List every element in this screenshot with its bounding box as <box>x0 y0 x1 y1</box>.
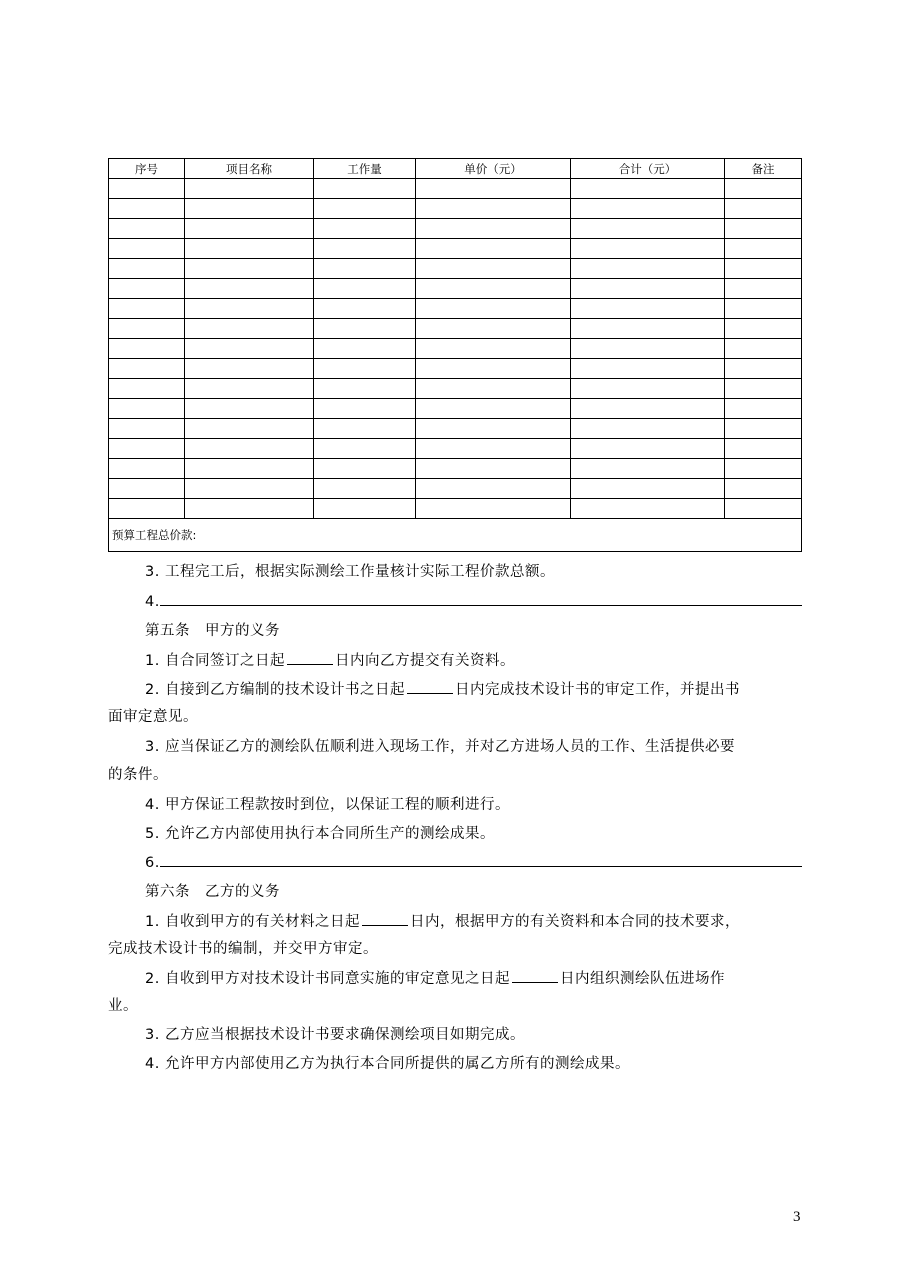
table-cell <box>109 339 185 359</box>
table-cell <box>314 299 416 319</box>
table-cell <box>109 379 185 399</box>
table-cell <box>725 219 802 239</box>
table-cell <box>416 239 571 259</box>
table-cell <box>314 419 416 439</box>
clause-6-1-cont: 完成技术设计书的编制，并交甲方审定。 <box>108 941 378 957</box>
table-cell <box>416 339 571 359</box>
table-cell <box>314 459 416 479</box>
table-cell <box>571 339 725 359</box>
table-cell <box>314 279 416 299</box>
table-cell <box>416 499 571 519</box>
table-row <box>109 439 802 459</box>
clause-4-4 <box>108 589 802 615</box>
table-header-row <box>109 159 802 179</box>
table-cell <box>725 499 802 519</box>
table-cell <box>725 419 802 439</box>
table-cell <box>571 219 725 239</box>
table-cell <box>185 419 314 439</box>
table-row <box>109 359 802 379</box>
table-cell <box>185 339 314 359</box>
table-row <box>109 259 802 279</box>
table-cell <box>725 259 802 279</box>
table-cell <box>314 239 416 259</box>
clause-5-3: 3. 应当保证乙方的测绘队伍顺利进入现场工作，并对乙方进场人员的工作、生活提供必要 <box>145 739 735 755</box>
article-6-title: 第六条 乙方的义务 <box>145 884 280 900</box>
table-cell <box>109 479 185 499</box>
header-remarks: 备注 <box>725 159 802 179</box>
clause-6-4: 4. 允许甲方内部使用乙方为执行本合同所提供的属乙方所有的测绘成果。 <box>145 1056 630 1072</box>
table-cell <box>416 279 571 299</box>
table-cell <box>109 239 185 259</box>
table-cell <box>571 299 725 319</box>
table-cell <box>725 299 802 319</box>
header-item-name: 项目名称 <box>185 159 314 179</box>
blank-days <box>362 909 408 926</box>
table-cell <box>109 399 185 419</box>
table-cell <box>185 399 314 419</box>
table-cell <box>314 379 416 399</box>
table-cell <box>185 259 314 279</box>
table-cell <box>571 199 725 219</box>
table-cell <box>416 419 571 439</box>
table-row <box>109 479 802 499</box>
fill-line <box>160 850 802 867</box>
table-cell <box>185 499 314 519</box>
header-serial: 序号 <box>109 159 185 179</box>
table-cell <box>109 219 185 239</box>
table-cell <box>109 179 185 199</box>
table-cell <box>571 359 725 379</box>
article-5-title: 第五条 甲方的义务 <box>145 623 280 639</box>
table-row <box>109 379 802 399</box>
table-cell <box>185 179 314 199</box>
clause-6-2: 2. 自收到甲方对技术设计书同意实施的审定意见之日起 日内组织测绘队伍进场作 <box>108 966 802 992</box>
table-cell <box>314 499 416 519</box>
table-cell <box>185 459 314 479</box>
table-cell <box>725 479 802 499</box>
clause-5-6-label: 6. <box>145 855 160 871</box>
table-cell <box>314 479 416 499</box>
table-cell <box>109 319 185 339</box>
table-cell <box>109 419 185 439</box>
table-cell <box>109 499 185 519</box>
table-cell <box>185 479 314 499</box>
table-cell <box>571 479 725 499</box>
total-price-label: 预算工程总价款: <box>109 519 802 552</box>
table-cell <box>314 359 416 379</box>
table-cell <box>571 439 725 459</box>
table-cell <box>725 239 802 259</box>
clause-6-1: 1. 自收到甲方的有关材料之日起 日内，根据甲方的有关资料和本合同的技术要求， <box>108 909 802 935</box>
table-cell <box>109 199 185 219</box>
table-cell <box>314 319 416 339</box>
table-cell <box>416 299 571 319</box>
table-cell <box>185 319 314 339</box>
table-cell <box>725 179 802 199</box>
blank-days <box>407 677 453 694</box>
clause-5-5: 5. 允许乙方内部使用执行本合同所生产的测绘成果。 <box>145 826 495 842</box>
table-cell <box>725 199 802 219</box>
table-cell <box>109 299 185 319</box>
fill-line <box>160 589 802 606</box>
total-row <box>109 519 802 552</box>
table-cell <box>725 339 802 359</box>
table-cell <box>109 279 185 299</box>
blank-days <box>287 648 333 665</box>
table-row <box>109 399 802 419</box>
table-cell <box>185 359 314 379</box>
header-workload: 工作量 <box>314 159 416 179</box>
table-cell <box>185 379 314 399</box>
table-cell <box>185 439 314 459</box>
table-cell <box>416 179 571 199</box>
table-cell <box>571 279 725 299</box>
table-cell <box>185 299 314 319</box>
header-unit-price: 单价（元） <box>416 159 571 179</box>
blank-days <box>512 966 558 983</box>
table-cell <box>109 359 185 379</box>
table-cell <box>314 219 416 239</box>
table-cell <box>725 379 802 399</box>
table-row <box>109 339 802 359</box>
table-row <box>109 199 802 219</box>
table-cell <box>725 439 802 459</box>
table-cell <box>725 459 802 479</box>
table-cell <box>109 459 185 479</box>
clause-5-4: 4. 甲方保证工程款按时到位，以保证工程的顺利进行。 <box>145 797 510 813</box>
clause-5-3-cont: 的条件。 <box>108 767 168 783</box>
table-cell <box>416 199 571 219</box>
table-cell <box>109 259 185 279</box>
table-cell <box>416 259 571 279</box>
table-row <box>109 419 802 439</box>
table-cell <box>109 439 185 459</box>
clause-5-2-cont: 面审定意见。 <box>108 709 198 725</box>
clause-6-2-cont: 业。 <box>108 998 138 1014</box>
table-cell <box>314 339 416 359</box>
table-cell <box>416 219 571 239</box>
page-number: 3 <box>793 1209 801 1225</box>
table-cell <box>416 439 571 459</box>
table-cell <box>416 319 571 339</box>
table-cell <box>571 179 725 199</box>
table-cell <box>416 359 571 379</box>
table-cell <box>314 179 416 199</box>
table-cell <box>571 379 725 399</box>
table-cell <box>416 379 571 399</box>
table-row <box>109 319 802 339</box>
table-cell <box>571 499 725 519</box>
table-cell <box>571 459 725 479</box>
table-cell <box>571 319 725 339</box>
table-cell <box>725 319 802 339</box>
table-cell <box>571 399 725 419</box>
table-cell <box>571 239 725 259</box>
table-cell <box>314 199 416 219</box>
table-cell <box>314 439 416 459</box>
table-row <box>109 299 802 319</box>
table-cell <box>314 259 416 279</box>
table-cell <box>725 359 802 379</box>
table-cell <box>185 219 314 239</box>
table-row <box>109 279 802 299</box>
budget-table <box>108 158 802 552</box>
table-row <box>109 179 802 199</box>
table-cell <box>416 479 571 499</box>
table-cell <box>725 399 802 419</box>
table-cell <box>185 279 314 299</box>
clause-5-1: 1. 自合同签订之日起 日内向乙方提交有关资料。 <box>108 648 802 674</box>
table-row <box>109 219 802 239</box>
clause-5-2: 2. 自接到乙方编制的技术设计书之日起 日内完成技术设计书的审定工作，并提出书 <box>108 677 802 703</box>
table-cell <box>314 399 416 419</box>
table-cell <box>571 259 725 279</box>
table-row <box>109 459 802 479</box>
table-cell <box>185 199 314 219</box>
table-row <box>109 239 802 259</box>
table-cell <box>725 279 802 299</box>
table-cell <box>571 419 725 439</box>
table-row <box>109 499 802 519</box>
clause-4-4-label: 4. <box>145 594 160 610</box>
header-total: 合计（元） <box>571 159 725 179</box>
table-cell <box>416 459 571 479</box>
table-body <box>109 179 802 552</box>
clause-6-3: 3. 乙方应当根据技术设计书要求确保测绘项目如期完成。 <box>145 1027 525 1043</box>
table-cell <box>185 239 314 259</box>
clause-5-6 <box>108 850 802 876</box>
clause-4-3: 3. 工程完工后，根据实际测绘工作量核计实际工程价款总额。 <box>145 564 555 580</box>
table-cell <box>416 399 571 419</box>
